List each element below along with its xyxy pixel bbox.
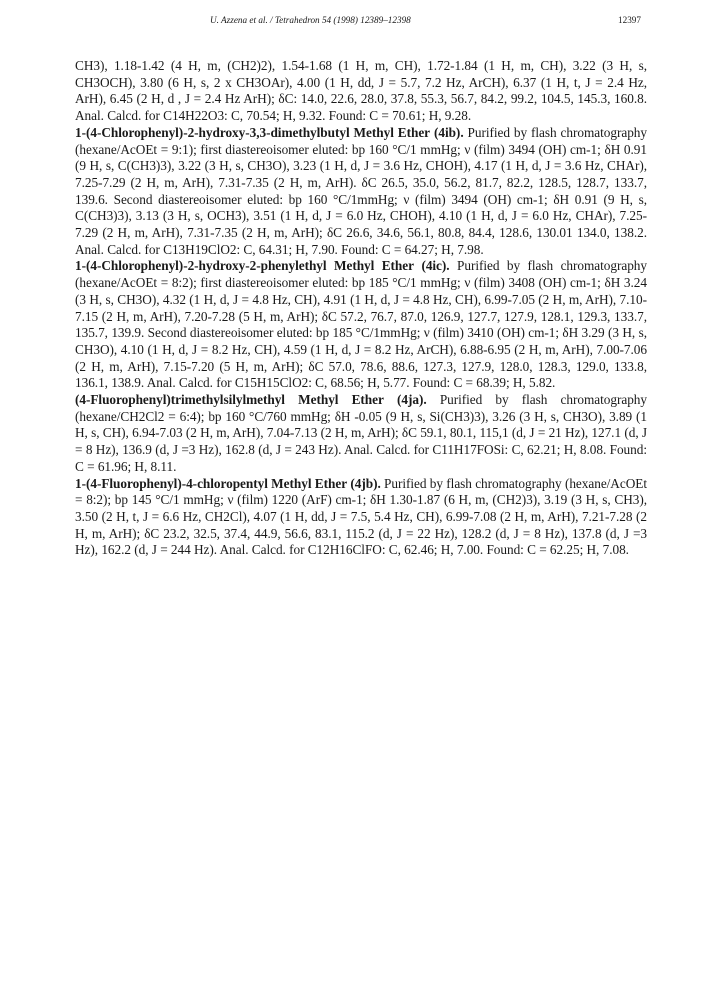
compound-name: 1-(4-Chlorophenyl)-2-hydroxy-2-phenylethyl Methyl Ether (75, 258, 414, 274)
compound-name: 1-(4-Fluorophenyl)-4-chloropentyl Methyl Ether (75, 475, 348, 491)
compound-label: (4ic). (421, 258, 450, 274)
running-head (0, 15, 720, 31)
paragraph-continued (75, 58, 647, 125)
compound-entry-4ib (75, 125, 647, 259)
compound-label: (4jb). (350, 475, 381, 491)
compound-label: (4ja). (397, 392, 427, 408)
paragraph-text: Purified by flash chromatography (hexane/AcOEt = 8:2); first diastereoisomer eluted: bp 185 °C/1 mmHg; ν (film) 3408 (OH) cm-1; δH 3.24 (3 H, s, CH3O), 4.32 (1 H, d, J = 4.8 Hz, CH), 4.91 (1 H, d, J = 4.8 Hz, CH), 6.99-7.05 (2 H, m, ArH), 7.10-7.15 (2 H, m, ArH), 7.20-7.28 (5 H, m, ArH); δC 57.2, 76.7, 87.0, 126.9, 127.7, 127.9, 128.1, 129.3, 133.7, 135.7, 139.9. Second diastereoisomer eluted: bp 185 °C/1mmHg; ν (film) 3410 (OH) cm-1; δH 3.29 (3 H, s, CH3O), 4.10 (1 H, d, J = 8.2 Hz, CH), 4.59 (1 H, d, J = 8.2 Hz, ArCH), 6.88-6.95 (2 H, m, ArH), 7.00-7.06 (2 H, m, ArH), 7.15-7.20 (5 H, m, ArH); δC 57.0, 78.6, 88.6, 127.3, 127.9, 128.0, 128.3, 129.0, 133.8, 136.1, 138.9. Anal. Calcd. for C15H15ClO2: C, 68.56; H, 5.77. Found: C = 68.39; H, 5.82. (75, 258, 648, 391)
experimental-section (75, 58, 647, 559)
running-head-citation: U. Azzena et al. / Tetrahedron 54 (1998) 12389–12398 (210, 15, 411, 25)
paragraph-text: CH3), 1.18-1.42 (4 H, m, (CH2)2), 1.54-1.68 (1 H, m, CH), 1.72-1.84 (1 H, m, CH), 3.22 (3 H, s, CH3OCH), 3.80 (6 H, s, 2 x CH3OAr), 4.00 (1 H, dd, J = 5.7, 7.2 Hz, ArCH), 6.37 (1 H, t, J = 2.4 Hz, ArH), 6.45 (2 H, d , J = 2.4 Hz ArH); δC: 14.0, 22.6, 28.0, 37.8, 55.3, 56.7, 84.2, 99.2, 104.5, 145.3, 160.8. Anal. Calcd. for C14H22O3: C, 70.54; H, 9.32. Found: C = 70.61; H, 9.28. (75, 58, 647, 124)
paragraph-text: Purified by flash chromatography (hexane/AcOEt = 8:2); bp 145 °C/1 mmHg; ν (film) 1220 (ArF) cm-1; δH 1.30-1.87 (6 H, m, (CH2)3), 3.19 (3 H, s, CH3), 3.50 (2 H, t, J = 6.6 Hz, CH2Cl), 4.07 (1 H, dd, J = 7.5, 5.4 Hz, CH), 6.99-7.08 (2 H, m, ArH), 7.21-7.28 (2 H, m, ArH); δC 23.2, 32.5, 37.4, 44.9, 56.6, 83.1, 115.2 (d, J = 22 Hz), 128.2 (d, J = 8 Hz), 137.8 (d, J =3 Hz), 162.2 (d, J = 244 Hz). Anal. Calcd. for C12H16ClFO: C, 62.46; H, 7.00. Found: C = 62.25; H, 7.08. (75, 475, 647, 558)
compound-entry-4jb (75, 476, 647, 560)
compound-entry-4ja (75, 392, 647, 476)
paragraph-text: Purified by flash chromatography (hexane/AcOEt = 9:1); first diastereoisomer eluted: bp 160 °C/1 mmHg; ν (film) 3494 (OH) cm-1; δH 0.91 (9 H, s, C(CH3)3), 3.22 (3 H, s, CH3O), 3.23 (1 H, d, J = 3.6 Hz, CHOH), 4.17 (1 H, d, J = 3.6 Hz, CHAr), 7.25-7.29 (2 H, m, ArH), 7.31-7.35 (2 H, m, ArH). δC 26.5, 35.0, 56.2, 81.7, 82.2, 128.5, 128.7, 133.7, 139.6. Second diastereoisomer eluted: bp 160 °C/1mmHg; ν (film) 3494 (OH) cm-1; δH 0.91 (9 H, s, C(CH3)3), 3.13 (3 H, s, OCH3), 3.51 (1 H, d, J = 6.0 Hz, CHOH), 4.10 (1 H, d, J = 6.0 Hz, CHAr), 7.25-7.29 (2 H, m, ArH), 7.31-7.35 (2 H, m, ArH); δC 26.6, 34.6, 56.1, 80.8, 84.4, 128.6, 130.01 134.0, 138.2. Anal. Calcd. for C13H19ClO2: C, 64.31; H, 7.90. Found: C = 64.27; H, 7.98. (75, 124, 647, 257)
page-number: 12397 (618, 15, 641, 25)
compound-name: (4-Fluorophenyl)trimethylsilylmethyl Methyl Ether (75, 392, 384, 408)
compound-entry-4ic (75, 258, 647, 392)
compound-name: 1-(4-Chlorophenyl)-2-hydroxy-3,3-dimethylbutyl Methyl Ether (75, 124, 431, 140)
paragraph-text: Purified by flash chromatography (hexane/CH2Cl2 = 6:4); bp 160 °C/760 mmHg; δH -0.05 (9 H, s, Si(CH3)3), 3.26 (3 H, s, CH3O), 3.89 (1 H, s, CH), 6.94-7.03 (2 H, m, ArH), 7.04-7.13 (2 H, m, ArH); δC 59.1, 80.1, 115,1 (d, J = 21 Hz), 127.1 (d, J = 8 Hz), 136.9 (d, J =3 Hz), 162.8 (d, J = 243 Hz). Anal. Calcd. for C11H17FOSi: C, 62.21; H, 8.08. Found: C = 61.96; H, 8.11. (75, 392, 647, 474)
compound-label: (4ib). (433, 124, 464, 140)
